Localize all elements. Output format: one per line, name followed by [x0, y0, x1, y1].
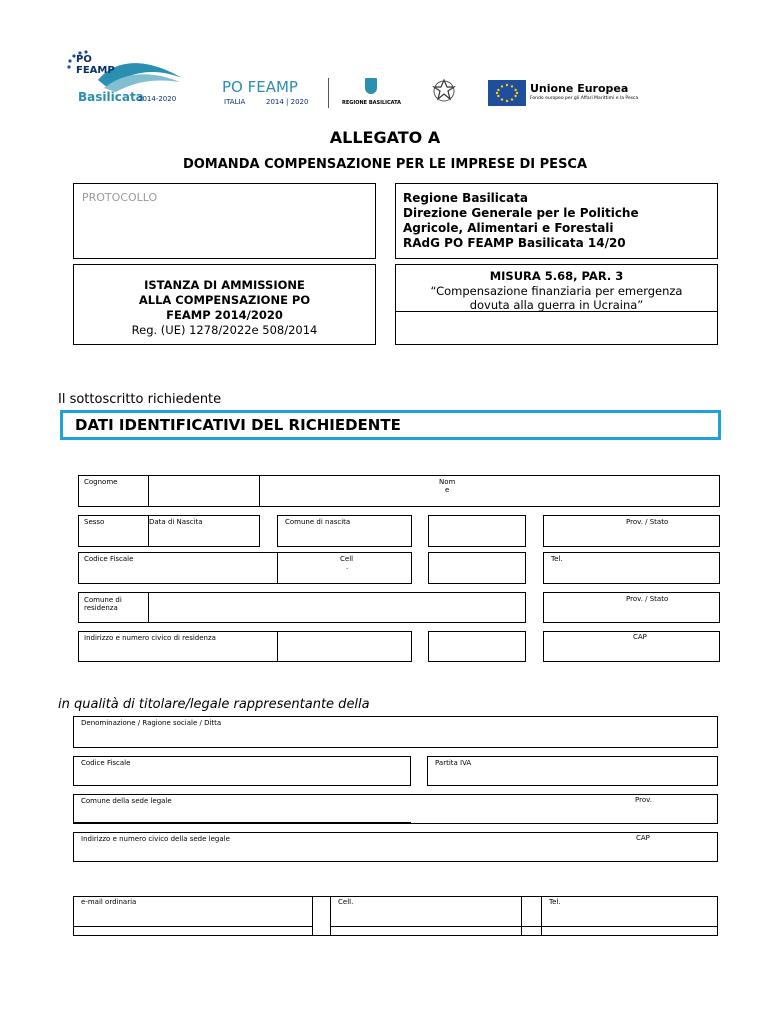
misura-divider: [396, 311, 717, 312]
partita-iva-label: Partita IVA: [435, 759, 472, 767]
indirizzo-residenza-extra-cell-2[interactable]: [428, 631, 526, 662]
logo-italia-text: ITALIA: [224, 98, 246, 106]
istanza-line-1: ISTANZA DI AMMISSIONE: [144, 278, 305, 292]
prov-stato-nascita-label: Prov. / Stato: [626, 518, 669, 526]
logo-feamp-text: FEAMP: [76, 65, 115, 76]
impresa-codice-fiscale-label: Codice Fiscale: [81, 759, 131, 767]
tel-label: Tel.: [551, 555, 563, 563]
istanza-box: [73, 264, 376, 345]
email-label: e-mail ordinaria: [81, 898, 137, 906]
indirizzo-sede-label: Indirizzo e numero civico della sede legale: [81, 835, 230, 843]
email-spacer-cell: [312, 896, 331, 936]
eu-title: Unione Europea: [530, 82, 629, 95]
istanza-line-4: Reg. (UE) 1278/2022e 508/2014: [131, 323, 318, 337]
recipient-box: [395, 183, 718, 259]
nome-field[interactable]: [259, 475, 720, 507]
cognome-label: Cognome: [84, 478, 118, 486]
prov-sede-label: Prov.: [635, 796, 652, 804]
cell-extra-cell[interactable]: [428, 552, 526, 584]
protocollo-label: PROTOCOLLO: [82, 191, 158, 204]
misura-line-2: dovuta alla guerra in Ucraina”: [469, 298, 644, 312]
comune-sede-underline: [73, 822, 411, 823]
qualita-text: in qualità di titolare/legale rappresentante della: [58, 697, 370, 712]
indirizzo-residenza-label: Indirizzo e numero civico di residenza: [84, 634, 216, 642]
comune-nascita-label: Comune di nascita: [285, 518, 351, 526]
istanza-line-2: ALLA COMPENSAZIONE PO: [138, 293, 311, 307]
prov-stato-residenza-label: Prov. / Stato: [626, 595, 669, 603]
nome-label-1: Nom: [439, 478, 456, 486]
indirizzo-residenza-extra-cell[interactable]: [277, 631, 412, 662]
denominazione-label: Denominazione / Ragione sociale / Ditta: [81, 719, 222, 727]
recipient-line-4: RAdG PO FEAMP Basilicata 14/20: [403, 236, 626, 250]
section-header: [60, 410, 721, 440]
regione-caption: REGIONE BASILICATA: [342, 100, 402, 106]
nome-label-2: e: [445, 486, 450, 494]
misura-title: MISURA 5.68, PAR. 3: [489, 269, 624, 283]
protocollo-box: [73, 183, 376, 259]
comune-nascita-extra-cell[interactable]: [428, 515, 526, 547]
impresa-cell-label: Cell.: [338, 898, 354, 906]
regione-logo: [342, 76, 408, 108]
section-title: DATI IDENTIFICATIVI DEL RICHIEDENTE: [75, 416, 401, 434]
misura-box: [395, 264, 718, 345]
cell-label-1: Cell: [340, 555, 354, 563]
codice-fiscale-label: Codice Fiscale: [84, 555, 134, 563]
logo-divider: [328, 78, 329, 108]
comune-residenza-field[interactable]: [148, 592, 526, 623]
impresa-tel-field[interactable]: [541, 896, 718, 936]
eu-logo: [488, 80, 678, 106]
logo-po-text: PO: [76, 54, 92, 65]
tel-field[interactable]: [543, 552, 720, 584]
misura-line-1: “Compensazione finanziaria per emergenza: [430, 284, 683, 298]
cognome-field[interactable]: [148, 475, 260, 507]
logo-region-text: Basilicata: [78, 90, 144, 104]
recipient-line-3: Agricole, Alimentari e Forestali: [403, 221, 614, 235]
eu-flag-icon: [488, 80, 526, 106]
cap-residenza-field[interactable]: [543, 631, 720, 662]
istanza-line-3: FEAMP 2014/2020: [166, 308, 283, 322]
recipient-line-1: Regione Basilicata: [403, 191, 528, 205]
logo-italia-years: 2014 | 2020: [266, 98, 309, 106]
italian-emblem-icon: [432, 78, 456, 104]
page-subtitle: DOMANDA COMPENSAZIONE PER LE IMPRESE DI PESCA: [182, 157, 588, 172]
contacts-underline: [330, 926, 718, 927]
page-title: ALLEGATO A: [329, 128, 441, 147]
comune-sede-label: Comune della sede legale: [81, 797, 172, 805]
eu-subtitle: Fondo europeo per gli Affari Marittimi e la Pesca: [530, 96, 639, 101]
cap-sede-label: CAP: [636, 834, 650, 842]
regione-shield-icon: [365, 78, 377, 94]
logo-po-feamp-title: PO FEAMP: [222, 78, 298, 96]
cell-label-2: .: [346, 563, 349, 571]
impresa-tel-label: Tel.: [549, 898, 561, 906]
comune-residenza-label-1: Comune di: [84, 596, 122, 604]
cap-residenza-label: CAP: [633, 633, 647, 641]
impresa-tel-spacer-cell: [521, 896, 542, 936]
comune-residenza-label-2: residenza: [84, 604, 118, 612]
recipient-line-2: Direzione Generale per le Politiche: [403, 206, 639, 220]
intro-text: Il sottoscritto richiedente: [58, 392, 222, 407]
impresa-cell-field[interactable]: [330, 896, 522, 936]
po-feamp-italia-logo: [222, 78, 322, 108]
sesso-label: Sesso: [84, 518, 105, 526]
email-underline: [73, 926, 313, 927]
po-feamp-basilicata-logo: [64, 48, 188, 110]
data-nascita-label: Data di Nascita: [149, 518, 203, 526]
logo-years-text: 2014-2020: [138, 95, 177, 103]
